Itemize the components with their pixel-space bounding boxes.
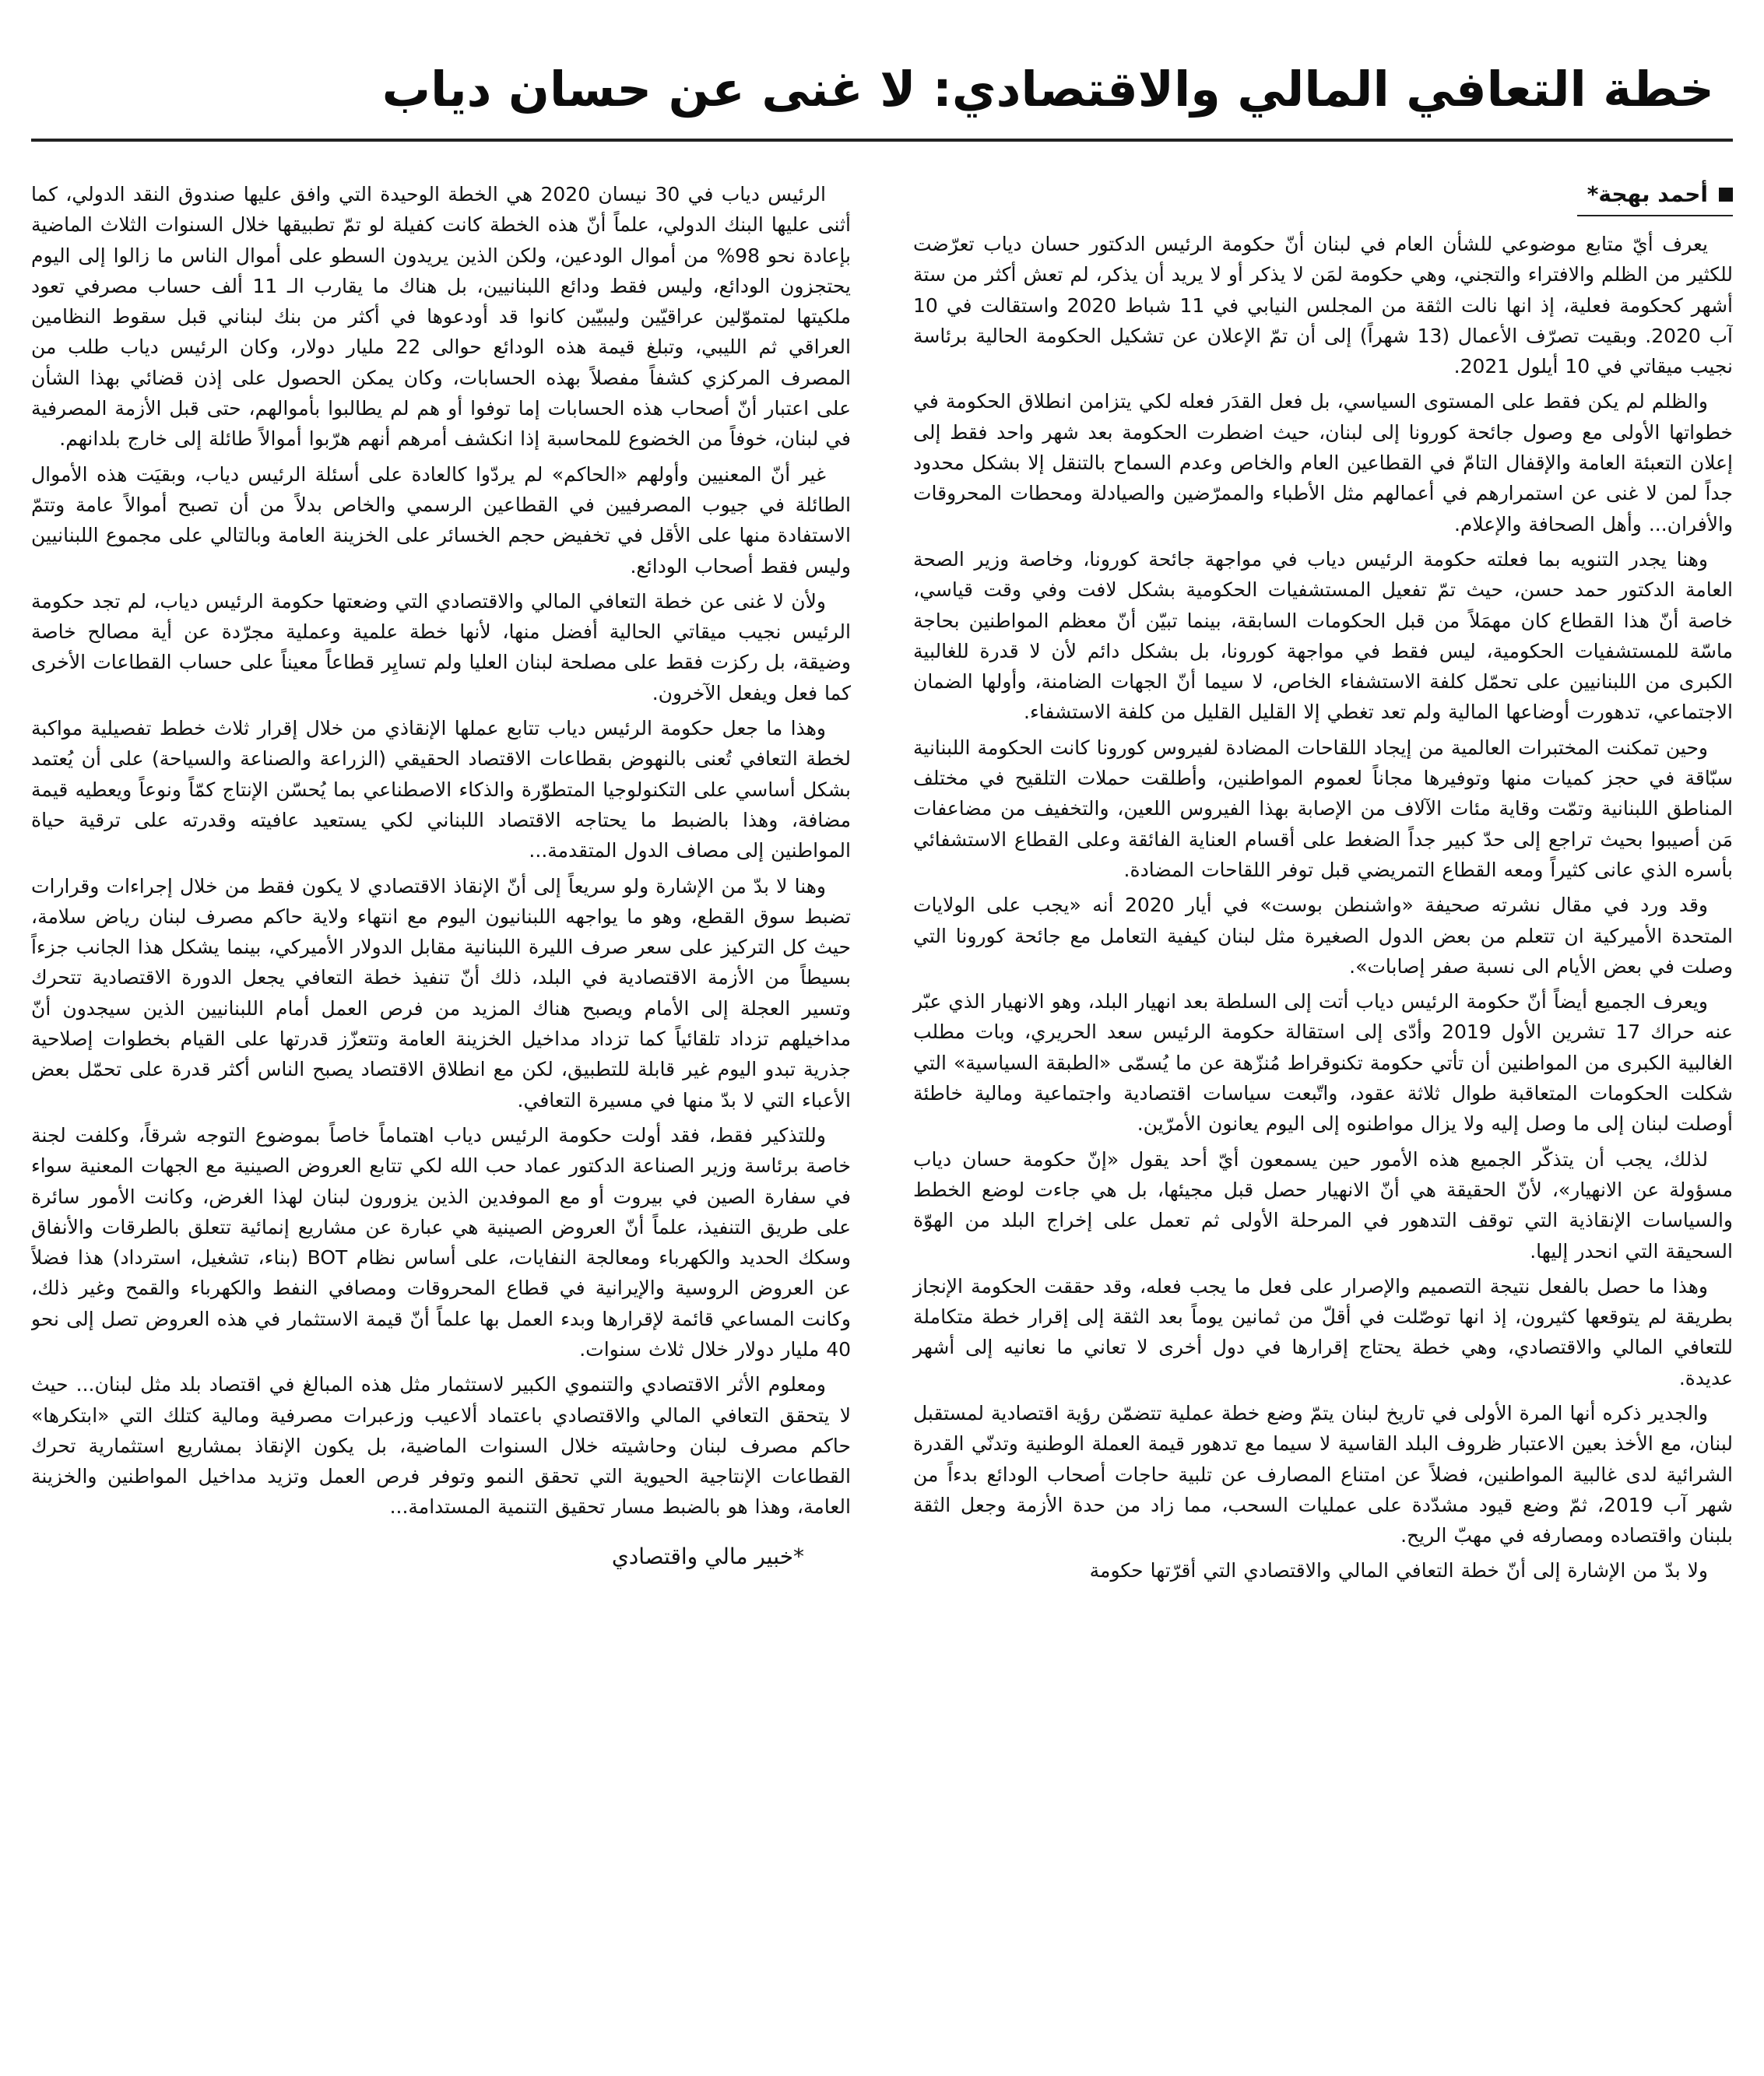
paragraph: ولأن لا غنى عن خطة التعافي المالي والاقتصادي التي وضعتها حكومة الرئيس دياب، لم تجد حكومة الرئيس نجيب ميقاتي الحالية أفضل منها، لأنها خطة علمية وعملية مجرّدة عن أية مصالح خاصة وضيقة، بل ركزت فقط على مصلحة لبنان العليا ولم تسايِر قطاعاً معيناً على حساب القطاعات الأخرى كما فعل ويفعل الآخرون. [31,589,851,704]
byline [913,179,1733,210]
byline-divider [1577,215,1733,216]
paragraph: وقد ورد في مقال نشرته صحيفة «واشنطن بوست» في أيار 2020 أنه «يجب على الولايات المتحدة الأميركية ان تتعلم من بعض الدول الصغيرة مثل لبنان كيفية التعامل مع جائحة كورونا التي وصلت في بعض الأيام الى نسبة صفر إصابات». [913,894,1733,978]
paragraph: يعرف أيّ متابع موضوعي للشأن العام في لبنان أنّ حكومة الرئيس الدكتور حسان دياب تعرّضت للكثير من الظلم والافتراء والتجني، وهي حكومة لمَن لا يذكر أو لا يريد أن يذكر، لم تعش أكثر من ستة أشهر كحكومة فعلية، إذ انها نالت الثقة من المجلس النيابي في 11 شباط 2020 واستقالت في 10 آب 2020. وبقيت تصرّف الأعمال (13 شهراً) إلى أن تمّ الإعلان عن تشكيل الحكومة الحالية برئاسة نجيب ميقاتي في 10 أيلول 2021. [913,233,1733,378]
paragraph: ولا بدّ من الإشارة إلى أنّ خطة التعافي المالي والاقتصادي التي أقرّتها حكومة [1089,1559,1708,1582]
paragraph: وهذا ما حصل بالفعل نتيجة التصميم والإصرار على فعل ما يجب فعله، وقد حققت الحكومة الإنجاز بطريقة لم يتوقعها كثيرون، إذ انها توصّلت في أقلّ من ثمانين يوماً بعد الثقة إلى إقرار خطة متكاملة للتعافي المالي والاقتصادي، وهي خطة يحتاج إقرارها في دول أخرى لا تعاني ما نعانيه إلى أشهر عديدة. [913,1274,1733,1389]
paragraph: لذلك، يجب أن يتذكّر الجميع هذه الأمور حين يسمعون أيّ أحد يقول «إنّ حكومة حسان دياب مسؤولة عن الانهيار»، لأنّ الحقيقة هي أنّ الانهيار حصل قبل مجيئها، بل هي جاءت لوضع الخطط والسياسات الإنقاذية التي توقف التدهور في المرحلة الأولى ثم تعمل على إخراج البلد من الهوّة السحيقة التي انحدر إليها. [913,1147,1733,1263]
paragraph: وحين تمكنت المختبرات العالمية من إيجاد اللقاحات المضادة لفيروس كورونا كانت الحكومة اللبنانية سبّاقة في حجز كميات منها وتوفيرها مجاناً لعموم المواطنين، وأطلقت حملات التلقيح في مختلف المناطق اللبنانية وتمّت وقاية مئات الآلاف من الإصابة بهذا الفيروس اللعين، والتخفيف من مضاعفات مَن أصيبوا بحيث تراجع إلى حدّ كبير جداً الضغط على أقسام العناية الفائقة وعلى القطاع الاستشفائي بأسره الذي عانى كثيراً ومعه القطاع التمريضي قبل توفر اللقاحات المضادة. [913,736,1733,881]
byline-square-icon [1719,188,1733,202]
paragraph: وهنا لا بدّ من الإشارة ولو سريعاً إلى أنّ الإنقاذ الاقتصادي لا يكون فقط من خلال إجراءات وقرارات تضبط سوق القطع، وهو ما يواجهه اللبنانيون اليوم مع انتهاء ولاية حاكم مصرف لبنان رياض سلامة، حيث كل التركيز على سعر صرف الليرة اللبنانية مقابل الدولار الأميركي، بينما يشكل هذا الجانب جزءاً بسيطاً من الأزمة الاقتصادية في البلد، ذلك أنّ تنفيذ خطة التعافي يجعل الدورة الاقتصادية تتحرك وتسير العجلة إلى الأمام ويصبح هناك المزيد من فرص العمل أمام اللبنانيين الذين سيجدون أنّ مداخيلهم تزداد تلقائياً كما تزداد مداخيل الخزينة العامة وتتعزّز قدرتها على القيام بخطوات إصلاحية جذرية تبدو اليوم غير قابلة للتطبيق، لكن مع انطلاق الاقتصاد يصبح الناس أكثر قدرة على تحمّل بعض الأعباء التي لا بدّ منها في مسيرة التعافي. [31,874,851,1112]
paragraph: ويعرف الجميع أيضاً أنّ حكومة الرئيس دياب أتت إلى السلطة بعد انهيار البلد، وهو الانهيار الذي عبّر عنه حراك 17 تشرين الأول 2019 وأدّى إلى استقالة حكومة الرئيس سعد الحريري، وبات مطلب الغالبية الكبرى من المواطنين أن تأتي حكومة تكنوقراط مُنزّهة عن ما يُسمّى «الطبقة السياسية» التي شكلت الحكومات المتعاقبة طوال ثلاثة عقود، واتّبعت سياسات اقتصادية واجتماعية ومالية خاطئة أوصلت لبنان إلى ما وصل إليه ولا يزال مواطنوه إلى اليوم يعانون الأمرّين. [913,990,1733,1136]
right-column [904,179,1733,2039]
paragraph: وهنا يجدر التنويه بما فعلته حكومة الرئيس دياب في مواجهة جائحة كورونا، وخاصة وزير الصحة العامة الدكتور حمد حسن، حيث تمّ تفعيل المستشفيات الحكومية بشكل لافت وفي وقت قياسي، خاصة أنّ هذا القطاع كان مهمَلاً من قبل الحكومات السابقة، بينما تبيّن أنّ معظم المواطنين بحاجة ماسّة للمستشفيات الحكومية، ليس فقط في مواجهة كورونا، بل بشكل دائم لأن لا قدرة للغالبية الكبرى من اللبنانيين على تحمّل كلفة الاستشفاء الخاص، لا سيما أنّ الجهات الضامنة، وأولها الضمان الاجتماعي، تدهورت أوضاعها المالية ولم تعد تغطي إلا القليل القليل من كلفة الاستشفاء. [913,547,1733,724]
paragraph: ومعلوم الأثر الاقتصادي والتنموي الكبير لاستثمار مثل هذه المبالغ في اقتصاد بلد مثل لبنان... حيث لا يتحقق التعافي المالي والاقتصادي باعتماد ألاعيب وزعبرات مصرفية ومالية كتلك التي «ابتكرها» حاكم مصرف لبنان وحاشيته خلال السنوات الماضية، بل يكون الإنقاذ بمشاريع استثمارية تحرك القطاعات الإنتاجية الحيوية التي تحقق النمو وتوفر فرص العمل وتزيد مداخيل المواطنين والخزينة العامة، وهذا هو بالضبط مسار تحقيق التنمية المستدامة... [31,1373,851,1519]
article-headline: خطة التعافي المالي والاقتصادي: لا غنى عن حسان دياب [31,54,1733,142]
article-columns [31,179,1733,2039]
byline-author: أحمد بهجة* [1587,181,1708,207]
paragraph: غير أنّ المعنيين وأولهم «الحاكم» لم يردّوا كالعادة على أسئلة الرئيس دياب، وبقيَت هذه الأموال الطائلة في جيوب المصرفيين في القطاعين الرسمي والخاص بدلاً من أن تصبح أموالاً عامة وتتمّ الاستفادة منها على الأقل في تخفيض حجم الخسائر على الخزينة العامة وبالتالي على مجموع اللبنانيين وليس فقط أصحاب الودائع. [31,462,851,578]
paragraph: الرئيس دياب في 30 نيسان 2020 هي الخطة الوحيدة التي وافق عليها صندوق النقد الدولي، كما أثنى عليها البنك الدولي، علماً أنّ هذه الخطة كانت كفيلة لو تمّ تطبيقها خلال السنوات الثلاث الماضية بإعادة نحو 98% من أموال الودعين، ولكن الذين يريدون السطو على أموال الناس ما زالوا إلى اليوم يحتجزون الودائع، وليس فقط ودائع اللبنانيين، بل هناك ما يقارب الـ 11 ألف حساب مصرفي تعود ملكيتها لمتموّلين عراقيّين وليبيّين كانوا قد أودعوها في أكثر من بنك لبناني قبل سقوط النظامين العراقي ثم الليبي، وتبلغ قيمة هذه الودائع حوالى 22 مليار دولار، وكان الرئيس دياب طلب من المصرف المركزي كشفاً مفصلاً بهذه الحسابات، وكان يمكن الحصول على إذن قضائي بهذا الشأن على اعتبار أنّ أصحاب هذه الحسابات إما توفوا أو هم لم يطالبوا بأموالهم، حتى قبل الأزمة المصرفية في لبنان، خوفاً من الخضوع للمحاسبة إذا انكشف أمرهم أنهم هرّبوا أموالاً طائلة إلى خارج بلدانهم. [31,183,852,451]
left-column [31,179,860,2039]
paragraph: وهذا ما جعل حكومة الرئيس دياب تتابع عملها الإنقاذي من خلال إقرار ثلاث خطط تفصيلية مواكبة لخطة التعافي تُعنى بالنهوض بقطاعات الاقتصاد الحقيقي (الزراعة والصناعة والسياحة) على أن يُعتمد بشكل أساسي على التكنولوجيا المتطوّرة والذكاء الاصطناعي بما يُحسّن الإنتاج كمّاً ونوعاً ويعطيه قيمة مضافة، وهذا بالضبط ما يحتاجه الاقتصاد اللبناني لكي يستعيد عافيته وقدرته على ترقية حياة المواطنين إلى مصاف الدول المتقدمة... [31,717,851,862]
paragraph: والظلم لم يكن فقط على المستوى السياسي، بل فعل القدَر فعله لكي يتزامن انطلاق الحكومة في خطواتها الأولى مع وصول جائحة كورونا إلى لبنان، حيث اضطرت الحكومة بعد شهر واحد فقط إلى إعلان التعبئة العامة والإقفال التامّ في القطاعين العام والخاص وعدم السماح بالتنقل إلا بشكل محدود جداً لمن لا غنى عن استمرارهم في أعمالهم مثل الأطباء والممرّضين والصيادلة ومحطات المحروقات والأفران... وأهل الصحافة والإعلام. [913,390,1733,536]
paragraph: وللتذكير فقط، فقد أولت حكومة الرئيس دياب اهتماماً خاصاً بموضوع التوجه شرقاً، وكلفت لجنة خاصة برئاسة وزير الصناعة الدكتور عماد حب الله لكي تتابع العروض الصينية مع الجهات المعنية سواء في سفارة الصين في بيروت أو مع الموفدين الذين يزورون لبنان لهذا الغرض، وكانت الأمور سائرة على طريق التنفيذ، علماً أنّ العروض الصينية هي عبارة عن مشاريع إنمائية تتعلق بالطرقات والأنفاق وسكك الحديد والكهرباء ومعالجة النفايات، على أساس نظام BOT (بناء، تشغيل، استرداد) هذا فضلاً عن العروض الروسية والإيرانية في قطاع المحروقات ومصافي النفط والكهرباء والقمح وغير ذلك، وكانت المساعي قائمة لإقرارها وبدء العمل بها علماً أنّ قيمة الاستثمار في هذه العروض تصل إلى نحو 40 مليار دولار خلال ثلاث سنوات. [31,1123,851,1361]
paragraph: والجدير ذكره أنها المرة الأولى في تاريخ لبنان يتمّ وضع خطة عملية تتضمّن رؤية اقتصادية لمستقبل لبنان، مع الأخذ بعين الاعتبار ظروف البلد القاسية لا سيما مع تدهور قيمة العملة الوطنية وتدنّي القدرة الشرائية لدى غالبية المواطنين، فضلاً عن امتناع المصارف عن تلبية حاجات أصحاب الودائع بدءاً من شهر آب 2019، ثمّ وضع قيود مشدّدة على عمليات السحب، مما زاد من حدة الأزمة وجعل الثقة بلبنان واقتصاده ومصارفه في مهبّ الريح. [913,1401,1733,1547]
author-footnote: *خبير مالي واقتصادي [611,1543,804,1569]
